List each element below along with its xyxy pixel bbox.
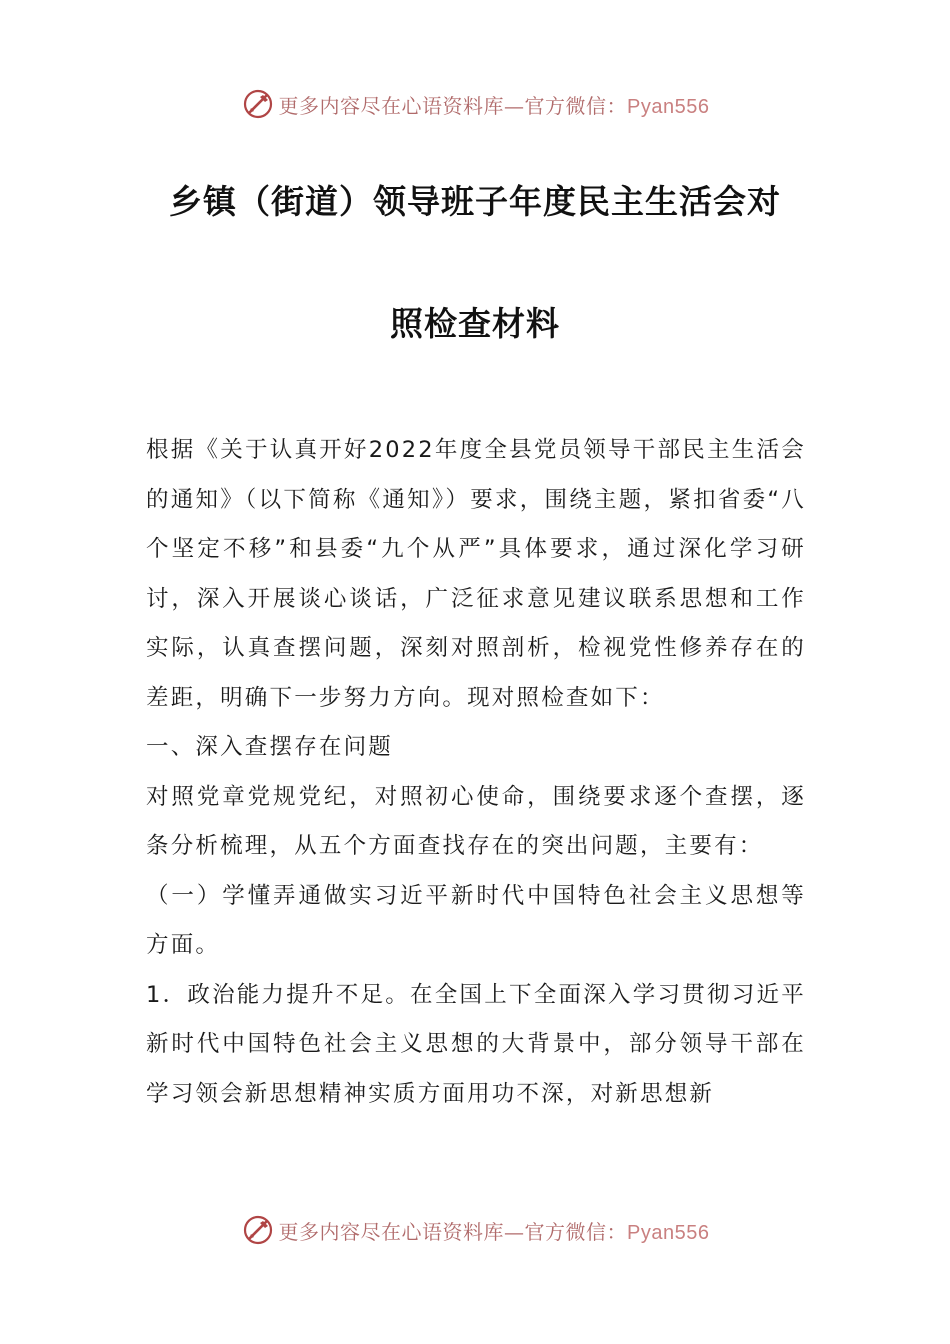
pen-logo-icon (241, 1213, 275, 1247)
subsection-heading: （一）学懂弄通做实习近平新时代中国特色社会主义思想等方面。 (146, 882, 806, 958)
intro-paragraph: 根据《关于认真开好2022年度全县党员领导干部民主生活会的通知》（以下简称《通知》）要求，围绕主题，紧扣省委“八个坚定不移”和县委“九个从严”具体要求，通过深化学习研讨，深入开展谈心谈话，广泛征求意见建议联系思想和工作实际，认真查摆问题，深刻对照剖析，检视党性修养存在的差距，明确下一步努力方向。现对照检查如下： (146, 437, 806, 711)
watermark-header (0, 84, 950, 124)
body-paragraph: 1．政治能力提升不足。在全国上下全面深入学习贯彻习近平新时代中国特色社会主义思想的大背景中，部分领导干部在学习领会新思想精神实质方面用功不深，对新思想新 (146, 981, 806, 1107)
document-title-line-1: 乡镇（街道）领导班子年度民主生活会对 (169, 182, 781, 221)
body-paragraph: 对照党章党规党纪，对照初心使命，围绕要求逐个查摆，逐条分析梳理，从五个方面查找存在的突出问题，主要有： (146, 783, 806, 859)
document-body (146, 426, 806, 1119)
watermark-text: 更多内容尽在心语资料库—官方微信：Pyan556 (278, 93, 710, 118)
watermark-footer (0, 1210, 950, 1250)
document-title-line-2: 照检查材料 (390, 304, 560, 343)
section-heading: 一、深入查摆存在问题 (146, 734, 394, 760)
watermark-text: 更多内容尽在心语资料库—官方微信：Pyan556 (278, 1219, 710, 1244)
pen-logo-icon (241, 87, 275, 121)
